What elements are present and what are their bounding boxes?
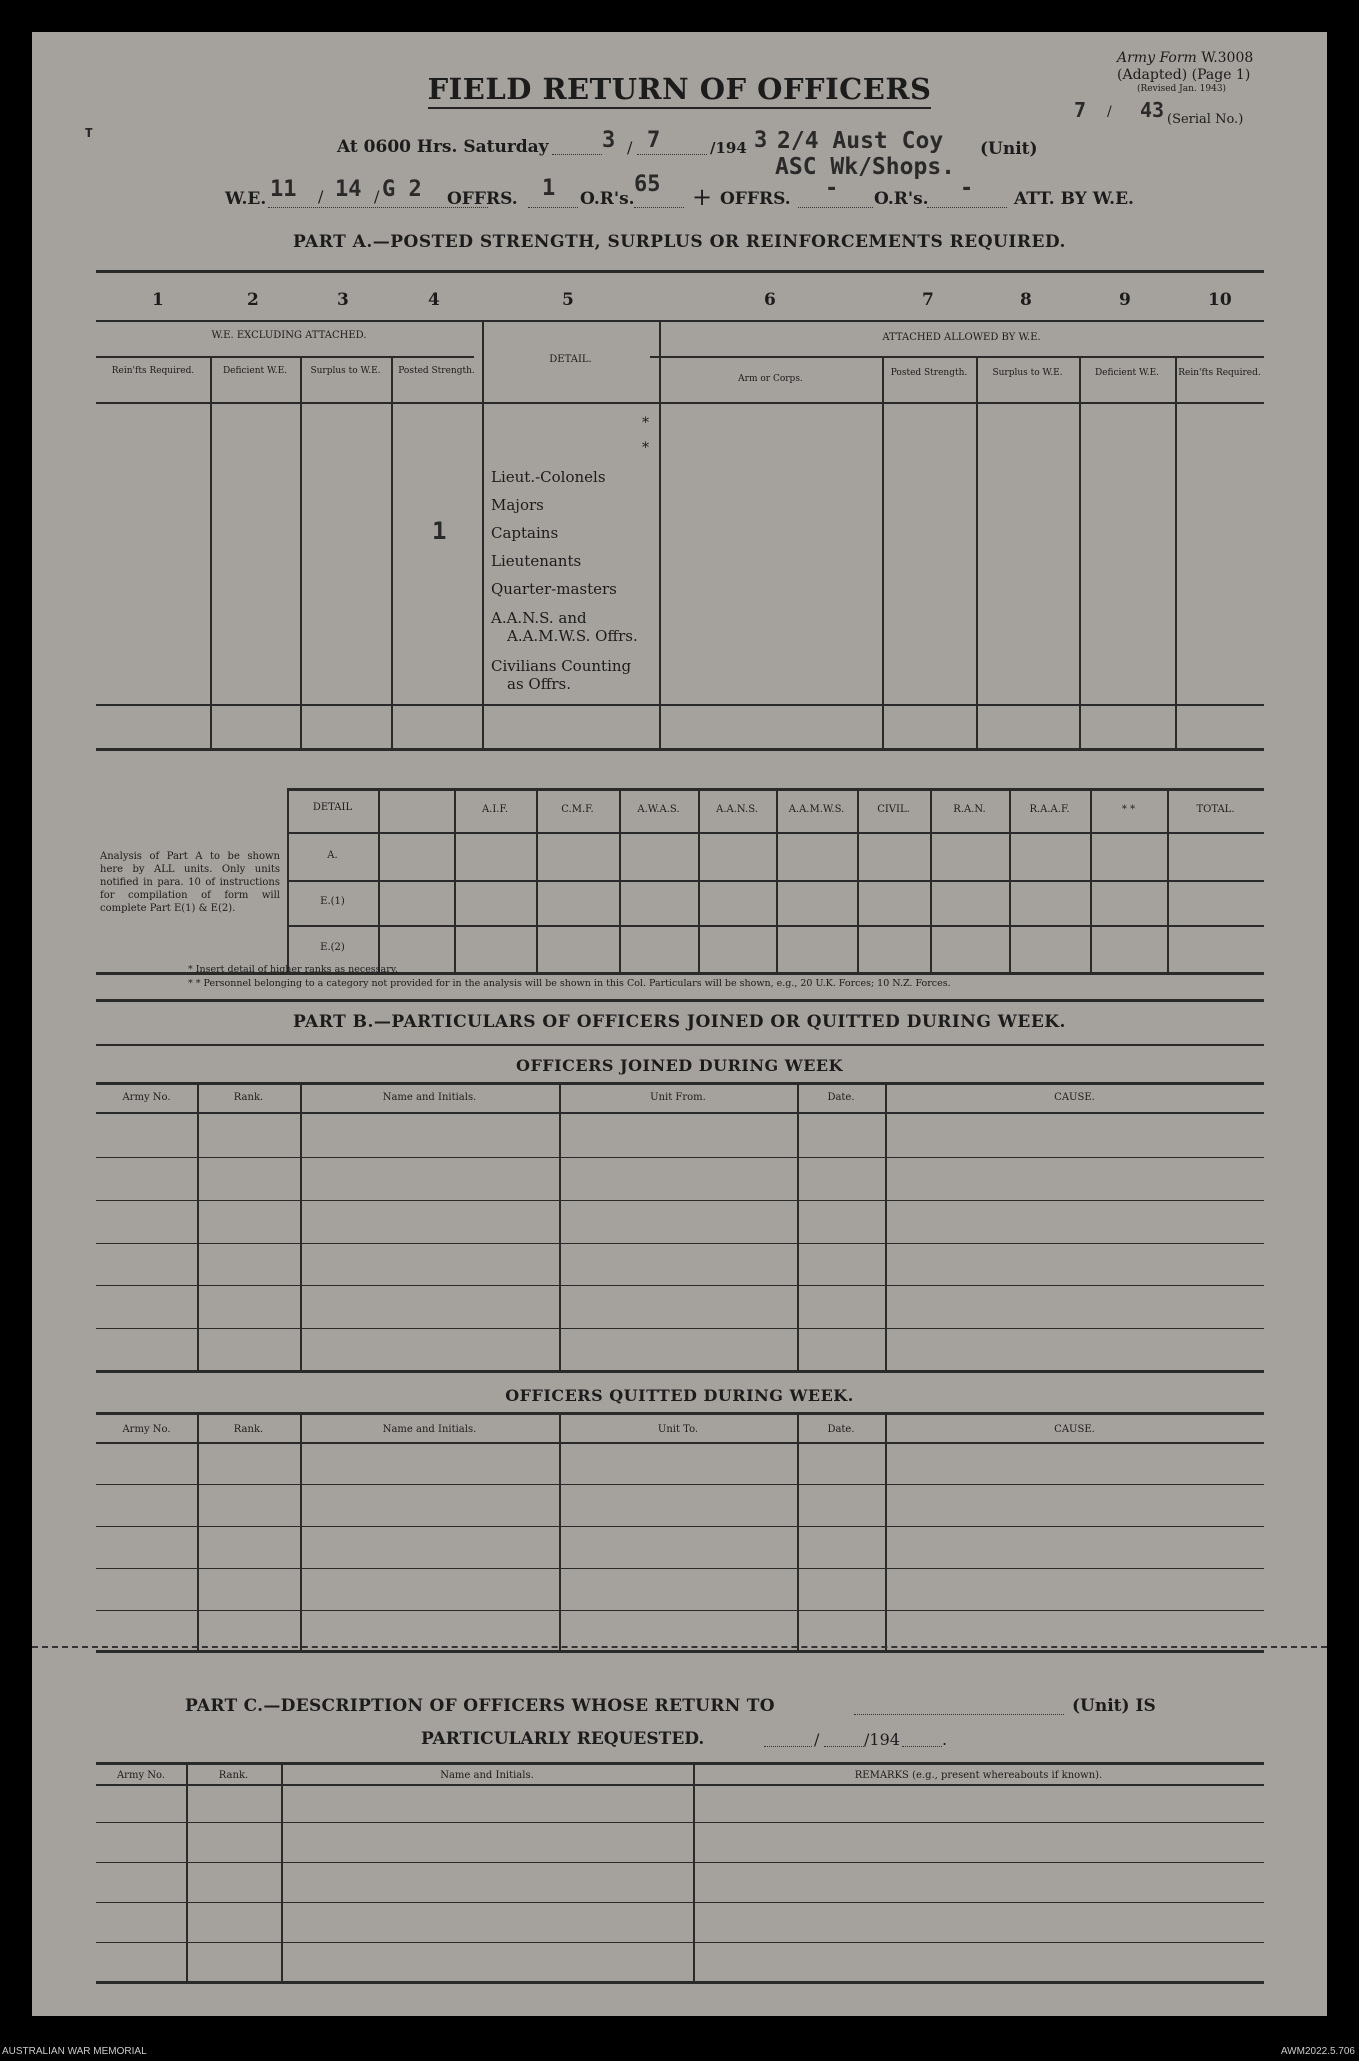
form-number: W.3008 [1201, 50, 1254, 66]
footer-accession: AWM2022.5.706 [1280, 2046, 1355, 2057]
analysis-head-raaf: R.A.A.F. [1029, 804, 1070, 815]
analysis-head-cmf: C.M.F. [561, 804, 594, 815]
head-deficient-left: Deficient W.E. [222, 366, 288, 376]
offrs-value: 1 [542, 176, 556, 201]
joined-head-unit-from: Unit From. [650, 1092, 706, 1103]
col-num-8: 8 [1020, 290, 1032, 310]
att-label: ATT. BY W.E. [1014, 189, 1134, 209]
we-value-a: 11 [270, 177, 297, 202]
head-arm-corps: Arm or Corps. [738, 374, 803, 384]
rank-aamws: A.A.M.W.S. Offrs. [507, 627, 638, 645]
offrs2-label: OFFRS. [720, 189, 791, 209]
year-digit: 3 [754, 128, 768, 153]
day-dotline [552, 154, 602, 155]
joined-head-army-no: Army No. [122, 1092, 171, 1103]
head-reinfts-right: Rein'fts Required. [1178, 368, 1261, 378]
analysis-head-ran: R.A.N. [953, 804, 986, 815]
head-posted-left: Posted Strength. [398, 366, 475, 376]
joined-head-name: Name and Initials. [382, 1092, 477, 1103]
col-num-2: 2 [247, 290, 259, 310]
analysis-detail-head: DETAIL [312, 802, 353, 813]
part-b-title: PART B.—PARTICULARS OF OFFICERS JOINED OR QUITTED DURING WEEK. [293, 1012, 1066, 1032]
col-num-4: 4 [428, 290, 440, 310]
quitted-head-date: Date. [827, 1424, 855, 1435]
unit-label: (Unit) [980, 139, 1038, 159]
part-c-requested: PARTICULARLY REQUESTED. [421, 1729, 705, 1749]
unit-line2: ASC Wk/Shops. [775, 154, 956, 180]
part-a-title: PART A.—POSTED STRENGTH, SURPLUS OR REINFORCEMENTS REQUIRED. [293, 232, 1066, 252]
joined-head-rank: Rank. [233, 1092, 264, 1103]
head-deficient-right: Deficient W.E. [1094, 368, 1160, 378]
form-name: Army Form [1117, 50, 1197, 66]
ors-label: O.R's. [580, 189, 635, 209]
month-value: 7 [647, 128, 661, 153]
joined-head-cause: CAUSE. [1054, 1092, 1095, 1103]
ors2-label: O.R's. [874, 189, 929, 209]
captains-posted-value: 1 [432, 517, 447, 545]
col-num-7: 7 [922, 290, 934, 310]
quitted-title: OFFICERS QUITTED DURING WEEK. [505, 1386, 854, 1405]
plus-sign: + [692, 183, 713, 211]
form-adapted: (Adapted) (Page 1) [1117, 67, 1251, 83]
form-title: FIELD RETURN OF OFFICERS [32, 72, 1327, 106]
day-value: 3 [602, 128, 616, 153]
archive-footer [0, 2044, 1359, 2061]
col-num-1: 1 [152, 290, 164, 310]
asterisk-2: * [642, 440, 649, 456]
form-revised: (Revised Jan. 1943) [1137, 84, 1227, 94]
col-num-5: 5 [562, 290, 574, 310]
rank-lieut-colonels: Lieut.-Colonels [491, 468, 606, 486]
head-reinfts-left: Rein'fts Required. [111, 366, 195, 376]
part-c-head-name: Name and Initials. [440, 1770, 534, 1781]
group-attached: ATTACHED ALLOWED BY W.E. [882, 332, 1041, 343]
quitted-head-name: Name and Initials. [382, 1424, 477, 1435]
col-num-10: 10 [1208, 290, 1232, 310]
part-c-head-remarks: REMARKS (e.g., present whereabouts if known). [854, 1770, 1103, 1781]
head-surplus-right: Surplus to W.E. [992, 368, 1063, 378]
part-c-head-army-no: Army No. [116, 1770, 166, 1781]
footnote-2: * * Personnel belonging to a category not provided for in the analysis will be shown in this Col. Particulars will be shown, e.g., 20 U.K. Forces; 10 N.Z. Forces. [188, 978, 951, 989]
part-c-year: /194 [864, 1730, 900, 1749]
we-value-c: G 2 [382, 177, 422, 202]
footer-institution: AUSTRALIAN WAR MEMORIAL [2, 2046, 147, 2057]
quitted-head-unit-to: Unit To. [657, 1424, 699, 1435]
offrs-label: OFFRS. [447, 189, 518, 209]
quitted-head-army-no: Army No. [122, 1424, 171, 1435]
rank-captains: Captains [491, 524, 559, 542]
serial-value-b: 43 [1140, 98, 1165, 122]
quitted-head-rank: Rank. [233, 1424, 264, 1435]
we-label: W.E. [225, 189, 267, 209]
rank-majors: Majors [491, 496, 544, 514]
analysis-head-aif: A.I.F. [481, 804, 509, 815]
col-num-3: 3 [337, 290, 349, 310]
part-c-period: . [942, 1730, 948, 1749]
part-c-head-rank: Rank. [218, 1770, 249, 1781]
detail-heading: DETAIL. [549, 354, 592, 365]
rank-lieutenants: Lieutenants [491, 552, 582, 570]
analysis-row-a: A. [327, 850, 338, 861]
analysis-head-aans: A.A.N.S. [716, 804, 758, 815]
rank-civilians: Civilians Counting [491, 657, 632, 675]
year-prefix: /194 [710, 139, 747, 157]
quitted-head-cause: CAUSE. [1054, 1424, 1095, 1435]
rank-quartermasters: Quarter-masters [491, 580, 617, 598]
analysis-note: Analysis of Part A to be shown here by ALL units. Only units notified in para. 10 of instructions for compilation of form will complete Part E(1) & E(2). [100, 851, 280, 914]
tear-line [32, 1646, 1327, 1648]
asterisk-1: * [642, 415, 649, 431]
part-c-title: PART C.—DESCRIPTION OF OFFICERS WHOSE RETURN TO [185, 1696, 775, 1716]
analysis-head-total: TOTAL. [1196, 804, 1235, 815]
analysis-head-other: * * [1121, 804, 1136, 815]
analysis-head-civil: CIVIL. [877, 804, 910, 815]
rank-as-offrs: as Offrs. [507, 675, 571, 693]
ors-value: 65 [634, 172, 661, 197]
serial-value-a: 7 [1074, 98, 1087, 122]
we-value-b: 14 [335, 177, 362, 202]
analysis-row-e2: E.(2) [320, 942, 345, 953]
part-c-unit-label: (Unit) IS [1072, 1696, 1156, 1716]
tick-mark: т [84, 122, 94, 141]
head-posted-right: Posted Strength. [890, 368, 968, 378]
rank-aans: A.A.N.S. and [491, 609, 587, 627]
head-surplus-left: Surplus to W.E. [310, 366, 381, 376]
analysis-row-e1: E.(1) [320, 896, 345, 907]
group-we-excluding: W.E. EXCLUDING ATTACHED. [211, 330, 367, 341]
col-num-9: 9 [1119, 290, 1131, 310]
analysis-head-awas: A.W.A.S. [637, 804, 680, 815]
part-c-unit-dotline [854, 1714, 1064, 1715]
unit-line1: 2/4 Aust Coy [777, 128, 944, 154]
col-num-6: 6 [764, 290, 776, 310]
footnote-1: * Insert detail of higher ranks as necessary. [188, 964, 398, 975]
joined-title: OFFICERS JOINED DURING WEEK [516, 1056, 843, 1075]
month-dotline [637, 154, 707, 155]
serial-label: (Serial No.) [1167, 112, 1244, 127]
joined-head-date: Date. [827, 1092, 855, 1103]
ors2-value: - [960, 176, 974, 201]
offrs2-value: - [825, 176, 839, 201]
form-page: т Army Form W.3008 (Adapted) (Page 1) (Revised Jan. 1943) 7 / 43 (Serial No.) FIELD RETURN OF OFFICERS At 0600 Hrs. Saturday 3 / 7 /194 3 2/4 Aust Coy ASC Wk/Shops. (Unit) W.E. 11 / 14 / G 2 OFFRS. 1 O.R's. 65 + OFFRS. - O.R's. - ATT. BY W.E. PART A.—POSTED STRENGTH, SURPLUS OR REINFORCEMENTS REQUIRED. 1 2 3 4 5 6 7 8 9 10 W.E. EXCLUDING ATTACHED. ATTACHED ALLOWED BY W.E. DETAIL. Rein'fts Required. Deficient W.E. Surplus to W.E. Posted Strength. Arm or Corps. Posted Strength. Surplus to W.E. Deficient W.E. Rein'fts Required. * * Lieut.-Colonels Majors Captains Lieutenants Quarter-masters A.A.N.S. and A.A.M.W.S. Offrs. Civilians Counting as Offrs. 1 Analysis of Part A to be shown here by ALL units. Only units notified in para. 10 of instructions for compilation of form will complete Part E(1) & E(2). DETAIL A.I.F. C.M.F. A.W.A.S. A.A.N.S. A.A.M.W.S. CIVIL. R.A.N. R.A.A.F. * * TOTAL. A. E.(1) E.(2) * Insert detail of higher ranks as necessary. * * Personnel belonging to a category not provided for in the analysis will be shown in this Col. Particulars will be shown, e.g., 20 U.K. Forces; 10 N.Z. Forces. PART B.—PARTICULARS OF OFFICERS JOINED OR QUITTED DURING WEEK. OFFICERS JOINED DURING WEEK Army No. Rank. Name and Initials. Unit From. Date. CAUSE. OFFICERS QUITTED DURING WEEK. Army No. Rank. Name and Initials. Unit To. Date. CAUSE. PART C.—DESCRIPTION OF OFFICERS WHOSE RETURN TO (Unit) IS PARTICULARLY REQUESTED. / /194 . Army No. Rank. Name and Initials. REMARKS (e.g., present whereabouts if known). [32, 32, 1327, 2016]
at-hours-label: At 0600 Hrs. Saturday [337, 137, 549, 157]
analysis-head-aamws: A.A.M.W.S. [788, 804, 845, 815]
